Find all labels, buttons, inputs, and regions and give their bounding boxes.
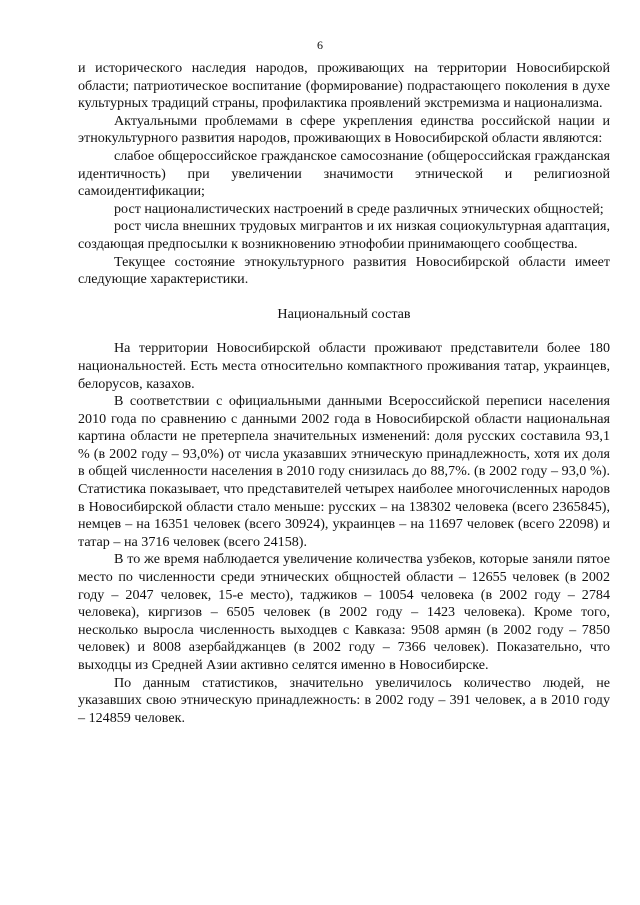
paragraph-nationalities: На территории Новосибирской области проживают представители более 180 национальностей. Есть места относительно компактного проживания татар, украинцев, белорусов, казахов. xyxy=(78,340,610,392)
section-heading: Национальный состав xyxy=(277,305,411,322)
paragraph-problems-intro: Актуальными проблемами в сфере укрепления единства российской нации и этнокультурного развития народов, проживающих в Новосибирской области являются: xyxy=(78,112,610,147)
paragraph-current-state: Текущее состояние этнокультурного развития Новосибирской области имеет следующие характеристики. xyxy=(78,253,610,288)
paragraph-growth: В то же время наблюдается увеличение количества узбеков, которые заняли пятое место по численности среди этнических общностей области – 12655 человек (в 2002 году – 2047 человек, 15-е место), таджиков – 10054 человека (в 2002 году – 2784 человека), киргизов – 6505 человек (в 2002 году – 1423 человека). Кроме того, несколько выросла численность выходцев с Кавказа: 9508 армян (в 2002 году – 7850 человек) и 8008 азербайджанцев (в 2002 году – 7366 человек). Показательно, что выходцы из Средней Азии активно селятся именно в Новосибирске. xyxy=(78,551,610,673)
paragraph-problem-nationalism: рост националистических настроений в среде различных этнических общностей; xyxy=(114,200,604,217)
paragraph-continuation: и исторического наследия народов, проживающих на территории Новосибирской области; патриотическое воспитание (формирование) подрастающего поколения в духе культурных традиций страны, профилактика проявлений экстремизма и национализма. xyxy=(78,60,610,112)
page-number: 6 xyxy=(317,38,323,52)
document-body xyxy=(78,60,610,727)
paragraph-problem-identity: слабое общероссийское гражданское самосознание (общероссийская гражданская идентичность) при увеличении значимости этнической и религиозной самоидентификации; xyxy=(78,147,610,200)
paragraph-unspecified: По данным статистиков, значительно увеличилось количество людей, не указавших свою этническую принадлежность: в 2002 году – 391 человек, а в 2010 году – 124859 человек. xyxy=(78,674,610,726)
paragraph-census: В соответствии с официальными данными Всероссийской переписи населения 2010 года по сравнению с данными 2002 года в Новосибирской области национальная картина области не претерпела значительных изменений: доля русских составила 93,1 % (в 2002 году – 93,0%) от числа указавших этническую принадлежность, хотя их доля в общей численности населения в 2010 году снизилась до 88,7%. (в 2002 году – 93,0 %). Статистика показывает, что представителей четырех наиболее многочисленных народов в Новосибирской области стало меньше: русских – на 138302 человека (всего 2365845), немцев – на 16351 человек (всего 30924), украинцев – на 11697 человек (всего 22098) и татар – на 3716 человек (всего 24158). xyxy=(78,393,610,550)
paragraph-problem-migrants: рост числа внешних трудовых мигрантов и их низкая социокультурная адаптация, создающая предпосылки к возникновению этнофобии принимающего сообщества. xyxy=(78,218,610,252)
